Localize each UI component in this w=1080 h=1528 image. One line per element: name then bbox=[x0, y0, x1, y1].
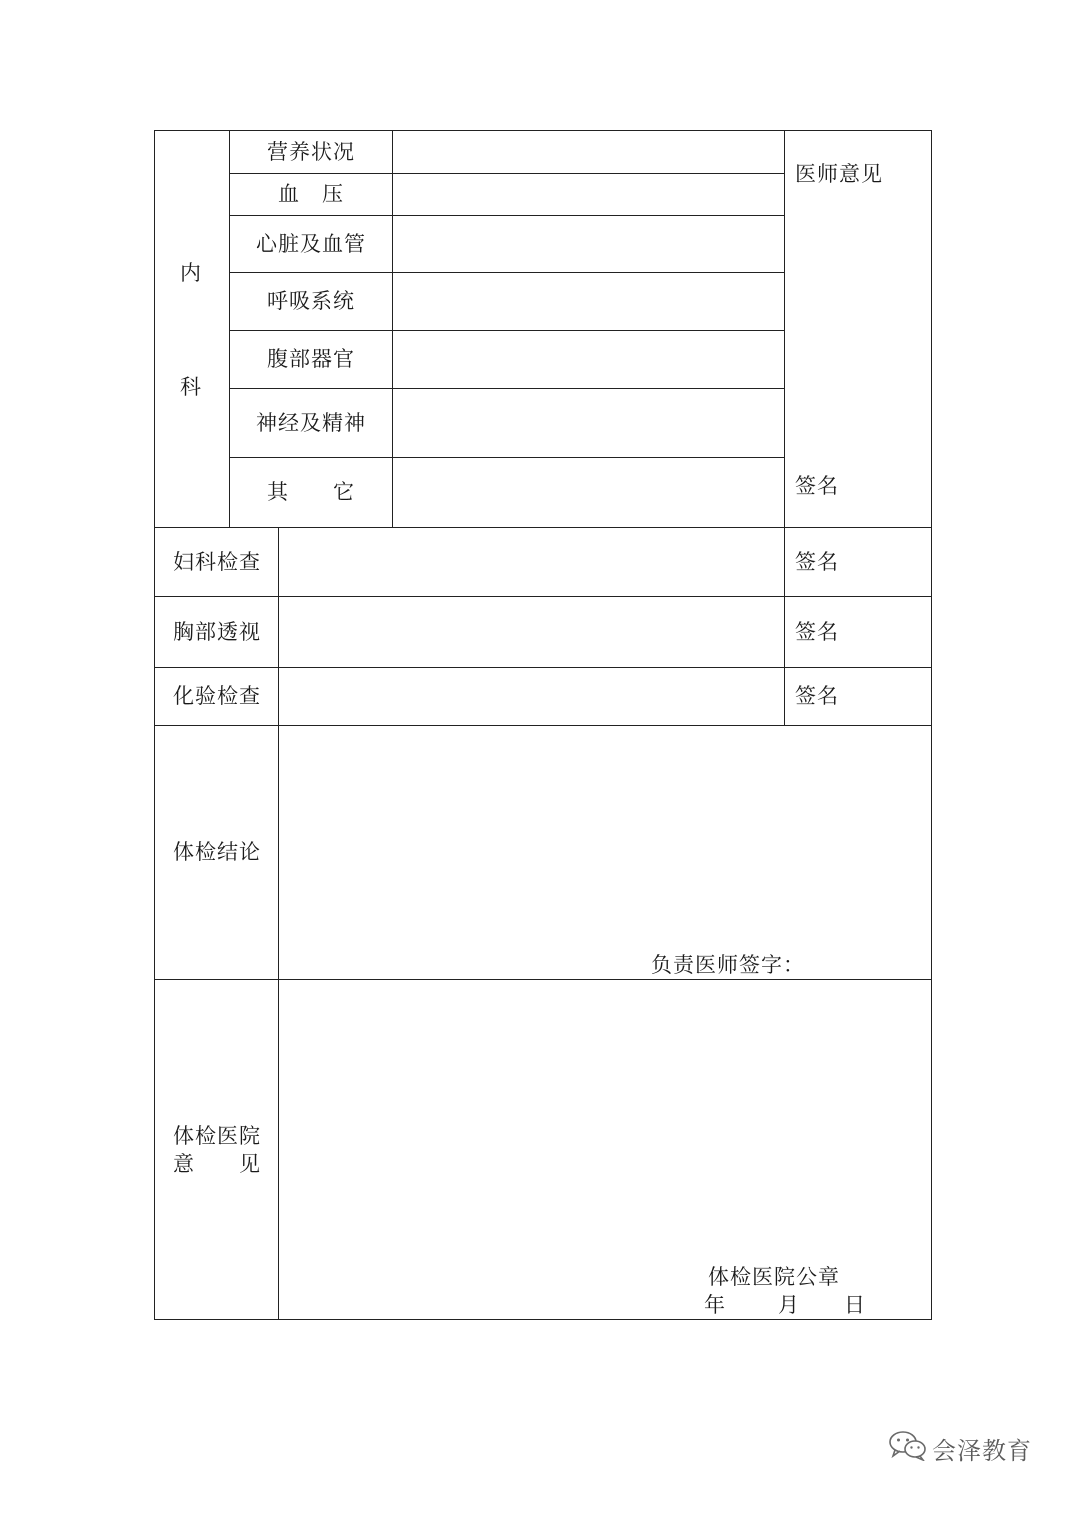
hospital-opinion-label-line2: 意 见 bbox=[173, 1152, 261, 1176]
watermark-text: 会泽教育 bbox=[932, 1437, 1032, 1465]
field-blood-pressure[interactable] bbox=[393, 174, 784, 215]
item-label-other: 其 它 bbox=[267, 480, 355, 504]
date-day-label: 日 bbox=[844, 1293, 866, 1317]
item-label-respiratory: 呼吸系统 bbox=[267, 289, 355, 313]
item-label-cardiovascular: 心脏及血管 bbox=[256, 232, 366, 256]
field-abdominal[interactable] bbox=[393, 331, 784, 388]
conclusion-label: 体检结论 bbox=[173, 840, 261, 864]
field-nutrition[interactable] bbox=[393, 131, 784, 173]
field-cardiovascular[interactable] bbox=[393, 216, 784, 272]
watermark bbox=[888, 1425, 1048, 1465]
item-label-nutrition: 营养状况 bbox=[267, 140, 355, 164]
table-border-bottom bbox=[154, 1319, 932, 1320]
field-neuro-mental[interactable] bbox=[393, 389, 784, 457]
item-label-blood-pressure: 血 压 bbox=[278, 182, 344, 206]
lab-test-field[interactable] bbox=[279, 668, 784, 725]
hospital-seal-label: 体检医院公章 bbox=[708, 1265, 840, 1289]
item-label-neuro-mental: 神经及精神 bbox=[256, 411, 366, 435]
date-month-label: 月 bbox=[778, 1293, 800, 1317]
responsible-doctor-signature-prompt: 负责医师签字： bbox=[651, 953, 805, 977]
gynecology-exam-label: 妇科检查 bbox=[173, 550, 261, 574]
chest-xray-field[interactable] bbox=[279, 597, 784, 667]
hospital-opinion-label-line1: 体检医院 bbox=[173, 1124, 261, 1148]
field-respiratory[interactable] bbox=[393, 273, 784, 330]
chest-xray-signature-label: 签名 bbox=[795, 620, 839, 644]
gynecology-signature-label: 签名 bbox=[795, 550, 839, 574]
internal-signature-label: 签名 bbox=[795, 474, 839, 498]
date-year-label: 年 bbox=[704, 1293, 726, 1317]
chest-xray-label: 胸部透视 bbox=[173, 620, 261, 644]
section-label-internal-2: 科 bbox=[180, 375, 202, 399]
conclusion-field[interactable] bbox=[279, 726, 931, 979]
field-other[interactable] bbox=[393, 458, 784, 527]
lab-test-label: 化验检查 bbox=[173, 684, 261, 708]
gynecology-exam-field[interactable] bbox=[279, 528, 784, 596]
divider bbox=[229, 130, 230, 527]
item-label-abdominal: 腹部器官 bbox=[267, 347, 355, 371]
lab-test-signature-label: 签名 bbox=[795, 684, 839, 708]
doctor-opinion-label: 医师意见 bbox=[795, 162, 883, 186]
section-label-internal-1: 内 bbox=[180, 261, 202, 285]
wechat-icon bbox=[888, 1429, 928, 1461]
doctor-opinion-field[interactable] bbox=[785, 131, 931, 527]
